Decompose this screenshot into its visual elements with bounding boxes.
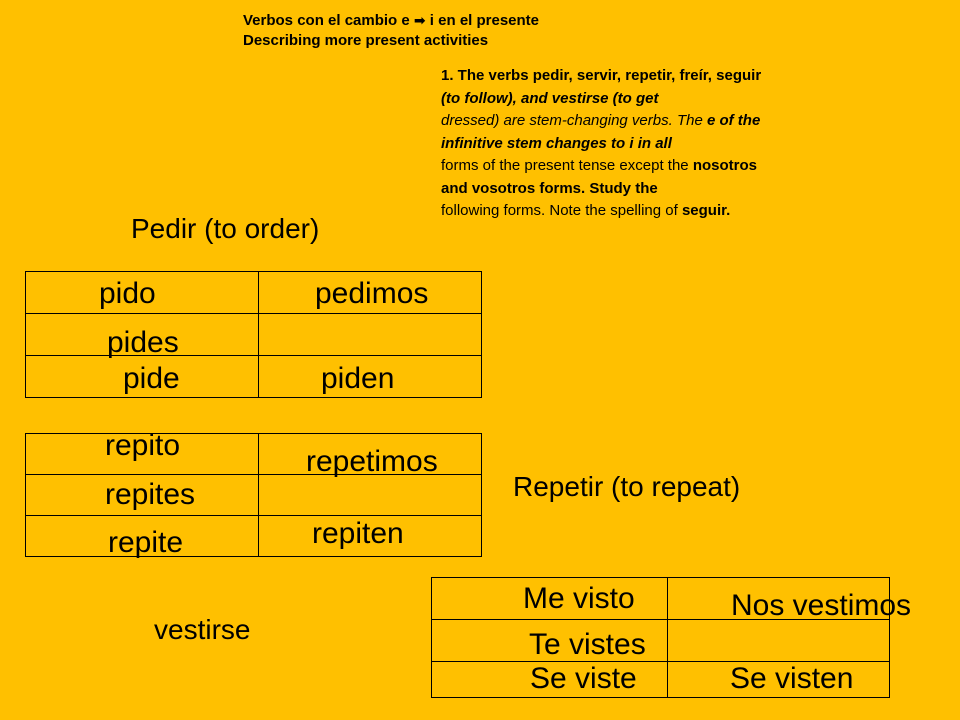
table-cell xyxy=(26,516,259,557)
intro-line-3: dressed) are stem-changing verbs. The e of the xyxy=(441,112,761,129)
intro-line-4: infinitive stem changes to i in all xyxy=(441,134,672,152)
repetir-yo: repito xyxy=(105,429,181,462)
pedir-conjugation-table xyxy=(25,271,482,398)
repetir-tu: repites xyxy=(105,478,196,511)
table-cell xyxy=(432,662,668,698)
table-row xyxy=(26,475,482,516)
intro-line-5: forms of the present tense except the nosotros xyxy=(441,157,757,174)
repetir-ellos: repiten xyxy=(312,517,404,550)
repetir-el: repite xyxy=(108,526,184,559)
repetir-conjugation-table xyxy=(25,429,482,559)
intro-paragraph xyxy=(441,65,916,223)
table-cell xyxy=(26,356,259,398)
table-cell xyxy=(259,314,482,356)
vestirse-yo: Me visto xyxy=(523,582,635,615)
table-cell xyxy=(259,475,482,516)
vestirse-el: Se viste xyxy=(530,662,637,695)
table-cell xyxy=(668,620,890,662)
heading-line-2: Describing more present activities xyxy=(243,32,489,49)
vestirse-tu: Te vistes xyxy=(529,628,646,661)
repetir-nosotros: repetimos xyxy=(306,445,438,478)
vestirse-title: vestirse xyxy=(154,614,251,645)
table-cell xyxy=(259,356,482,398)
repetir-title: Repetir (to repeat) xyxy=(513,471,741,502)
table-cell xyxy=(26,429,259,475)
pedir-tu: pides xyxy=(107,326,179,359)
table-cell xyxy=(259,434,482,478)
slide-heading xyxy=(243,10,539,51)
table-cell xyxy=(432,620,668,662)
pedir-yo: pido xyxy=(99,277,156,310)
vestirse-nosotros: Nos vestimos xyxy=(731,589,912,622)
heading-text-start: Verbos con el cambio e xyxy=(243,12,414,29)
table-row xyxy=(26,272,482,314)
table-row xyxy=(26,434,482,475)
intro-line-1: 1. The verbs pedir, servir, repetir, freír, seguir xyxy=(441,67,762,84)
table-row xyxy=(26,516,482,557)
heading-line-1 xyxy=(243,10,539,31)
table-row xyxy=(432,578,890,620)
pedir-nosotros: pedimos xyxy=(315,277,429,310)
intro-line-6: and vosotros forms. Study the xyxy=(441,179,658,197)
table-cell xyxy=(259,272,482,314)
vestirse-conjugation-table xyxy=(431,577,912,698)
table-row xyxy=(26,314,482,356)
intro-line-7: following forms. Note the spelling of seguir. xyxy=(441,202,731,219)
pedir-ellos: piden xyxy=(321,362,395,395)
table-row xyxy=(432,620,890,662)
table-row xyxy=(26,356,482,398)
pedir-title: Pedir (to order) xyxy=(131,213,320,244)
table-cell xyxy=(26,314,259,359)
intro-line-2: (to follow), and vestirse (to get xyxy=(441,89,659,107)
table-cell xyxy=(668,662,890,698)
table-cell xyxy=(259,516,482,557)
vestirse-ellos: Se visten xyxy=(730,662,854,695)
table-row xyxy=(432,662,890,698)
right-arrow-icon: ➡ xyxy=(413,12,426,28)
table-cell xyxy=(668,578,912,622)
table-cell xyxy=(432,578,668,620)
pedir-el: pide xyxy=(123,362,180,395)
table-cell xyxy=(26,475,259,516)
heading-text-end: i en el presente xyxy=(425,12,540,29)
table-cell xyxy=(26,272,259,314)
